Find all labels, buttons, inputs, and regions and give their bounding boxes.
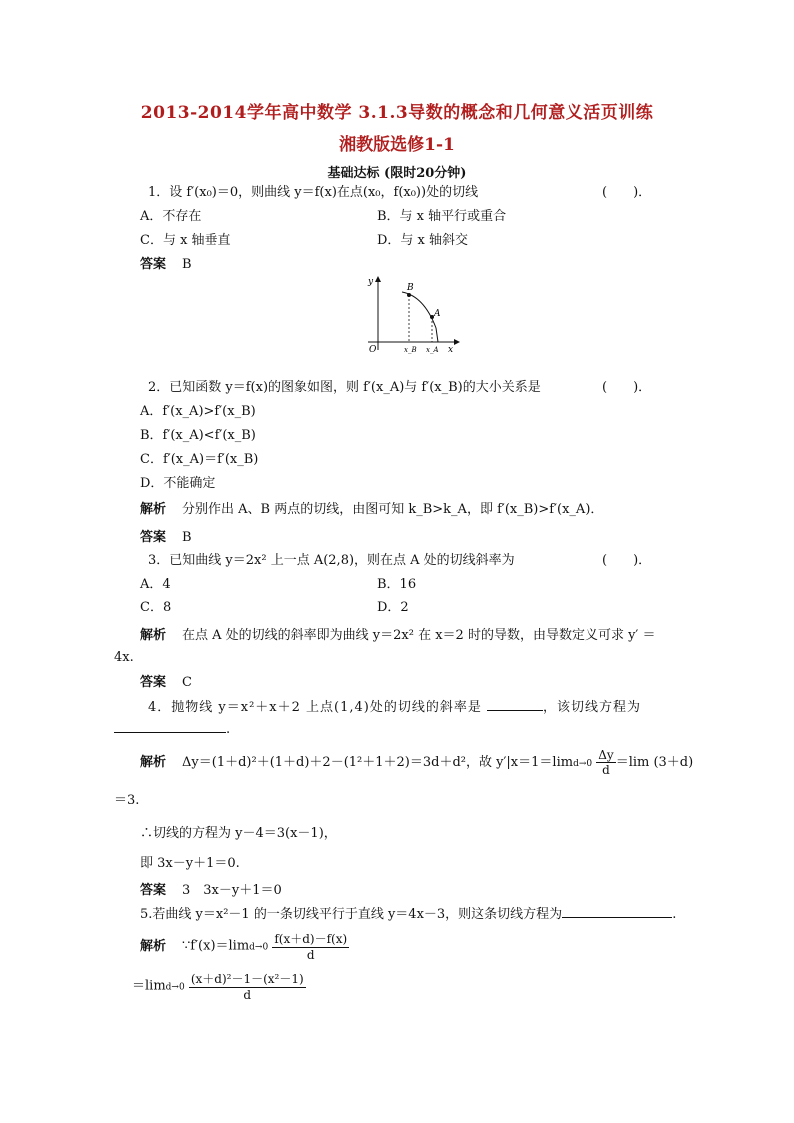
q1-stem: 1．设 f′(x₀)＝0，则曲线 y＝f(x)在点(x₀，f(x₀))处的切线: [148, 185, 479, 200]
q1-paren: ( )．: [602, 185, 652, 200]
q4-stem-end: .: [226, 722, 231, 737]
q4-result: ＝3.: [114, 793, 140, 808]
q2-option-a: A．f′(x_A)>f′(x_B): [140, 404, 256, 419]
q4-blank-1: [487, 710, 543, 711]
fraction: [272, 930, 349, 962]
q5-analysis-line2: [132, 970, 306, 1002]
fraction-numerator: Δy: [598, 748, 614, 762]
q2-option-c: C．f′(x_A)＝f′(x_B): [140, 452, 259, 467]
fraction-denominator: d: [306, 948, 315, 962]
q3-stem: 3．已知曲线 y＝2x² 上一点 A(2,8)，则在点 A 处的切线斜率为: [148, 553, 515, 568]
q5-blank: [562, 917, 672, 918]
section-heading: 基础达标 (限时20分钟): [327, 166, 467, 181]
q1-option-c: C．与 x 轴垂直: [140, 233, 231, 248]
q2-analysis: [140, 498, 603, 517]
fraction-numerator: f(x＋d)－f(x): [274, 932, 348, 946]
q4-stem-mid: ，该切线方程为: [542, 700, 641, 715]
q2-stem: 2．已知函数 y＝f(x)的图象如图，则 f′(x_A)与 f′(x_B)的大小关系是: [148, 380, 541, 395]
answer-value: C: [182, 675, 192, 690]
q2-answer: [140, 526, 192, 545]
answer-label: 答案: [140, 257, 167, 272]
document-subtitle: 湘教版选修1-1: [339, 135, 455, 155]
analysis-text: 分别作出 A、B 两点的切线，由图可知 k_B>k_A，即 f′(x_B)>f′(x_A)．: [182, 502, 604, 517]
analysis-prefix: ∵f′(x)＝lim: [182, 938, 250, 954]
point-b-label: B: [407, 283, 414, 293]
q1-answer: [140, 253, 192, 272]
q2-option-d: D．不能确定: [140, 476, 216, 491]
analysis-prefix: ＝lim: [132, 978, 166, 994]
fraction-denominator: d: [243, 988, 252, 1002]
q3-option-d: D．2: [377, 600, 409, 615]
analysis-tail: ＝lim (3＋d): [615, 755, 694, 770]
q3-option-a: A．4: [140, 577, 171, 592]
fraction-denominator: d: [602, 763, 610, 777]
analysis-text: Δy＝(1＋d)²＋(1＋d)＋2－(1²＋1＋2)＝3d＋d²，故 y′|x＝1＝lim: [182, 755, 574, 770]
q4-blank-2: [114, 732, 226, 733]
analysis-label: 解析: [140, 938, 167, 954]
answer-label: 答案: [140, 883, 167, 898]
q4-stem-text: 4．抛物线 y＝x²＋x＋2 上点(1,4)处的切线的斜率是: [148, 700, 482, 715]
fraction: [189, 970, 306, 1002]
x-axis-arrow: [454, 339, 460, 345]
y-axis-arrow: [375, 276, 381, 282]
q5-stem: [140, 903, 676, 922]
q5-stem-end: .: [672, 907, 677, 922]
answer-value: B: [182, 530, 192, 545]
q4-stem: [148, 696, 641, 715]
analysis-label: 解析: [140, 502, 167, 517]
y-axis-label: y: [368, 277, 374, 287]
point-a-label: A: [434, 309, 441, 319]
q4-stem-line2: [114, 722, 230, 737]
analysis-label: 解析: [140, 628, 167, 643]
q3-option-b: B．16: [377, 577, 417, 592]
q5-stem-text: 5.若曲线 y＝x²－1 的一条切线平行于直线 y＝4x－3，则这条切线方程为: [140, 907, 563, 922]
q3-option-c: C．8: [140, 600, 172, 615]
origin-label: O: [369, 345, 377, 355]
lim-subscript: d→0: [165, 982, 185, 993]
q4-analysis: [140, 748, 693, 777]
point-b-marker: [407, 293, 411, 297]
q5-analysis-line1: [140, 930, 349, 962]
lim-subscript: d→0: [573, 759, 593, 769]
answer-value: 3 3x－y＋1＝0: [182, 883, 282, 898]
function-graph-figure: [362, 272, 462, 356]
document-title: 2013-2014学年高中数学 3.1.3导数的概念和几何意义活页训练: [140, 103, 654, 123]
q1-option-d: D．与 x 轴斜交: [377, 233, 469, 248]
q1-option-b: B．与 x 轴平行或重合: [377, 209, 507, 224]
q2-option-b: B．f′(x_A)<f′(x_B): [140, 428, 256, 443]
analysis-text: 在点 A 处的切线的斜率即为曲线 y＝2x² 在 x＝2 时的导数，由导数定义可求 y′ ＝: [182, 628, 656, 643]
q3-analysis-cont: 4x.: [114, 650, 134, 665]
fraction: [596, 748, 615, 777]
q3-analysis: [140, 624, 656, 643]
answer-label: 答案: [140, 675, 167, 690]
q2-paren: ( )．: [602, 380, 652, 395]
answer-value: B: [182, 257, 192, 272]
tick-a-label: x_A: [426, 346, 439, 354]
q4-answer: [140, 879, 282, 898]
q3-answer: [140, 671, 192, 690]
analysis-label: 解析: [140, 755, 167, 770]
q3-paren: ( )．: [602, 553, 652, 568]
q4-simplified: 即 3x－y＋1＝0.: [140, 856, 240, 871]
tick-b-label: x_B: [404, 346, 417, 354]
q4-tangent: ∴切线的方程为 y－4＝3(x－1)，: [140, 826, 337, 841]
answer-label: 答案: [140, 530, 167, 545]
fraction-numerator: (x＋d)²－1－(x²－1): [190, 972, 304, 986]
q1-option-a: A．不存在: [140, 209, 202, 224]
x-axis-label: x: [448, 345, 454, 355]
lim-subscript: d→0: [249, 942, 269, 953]
